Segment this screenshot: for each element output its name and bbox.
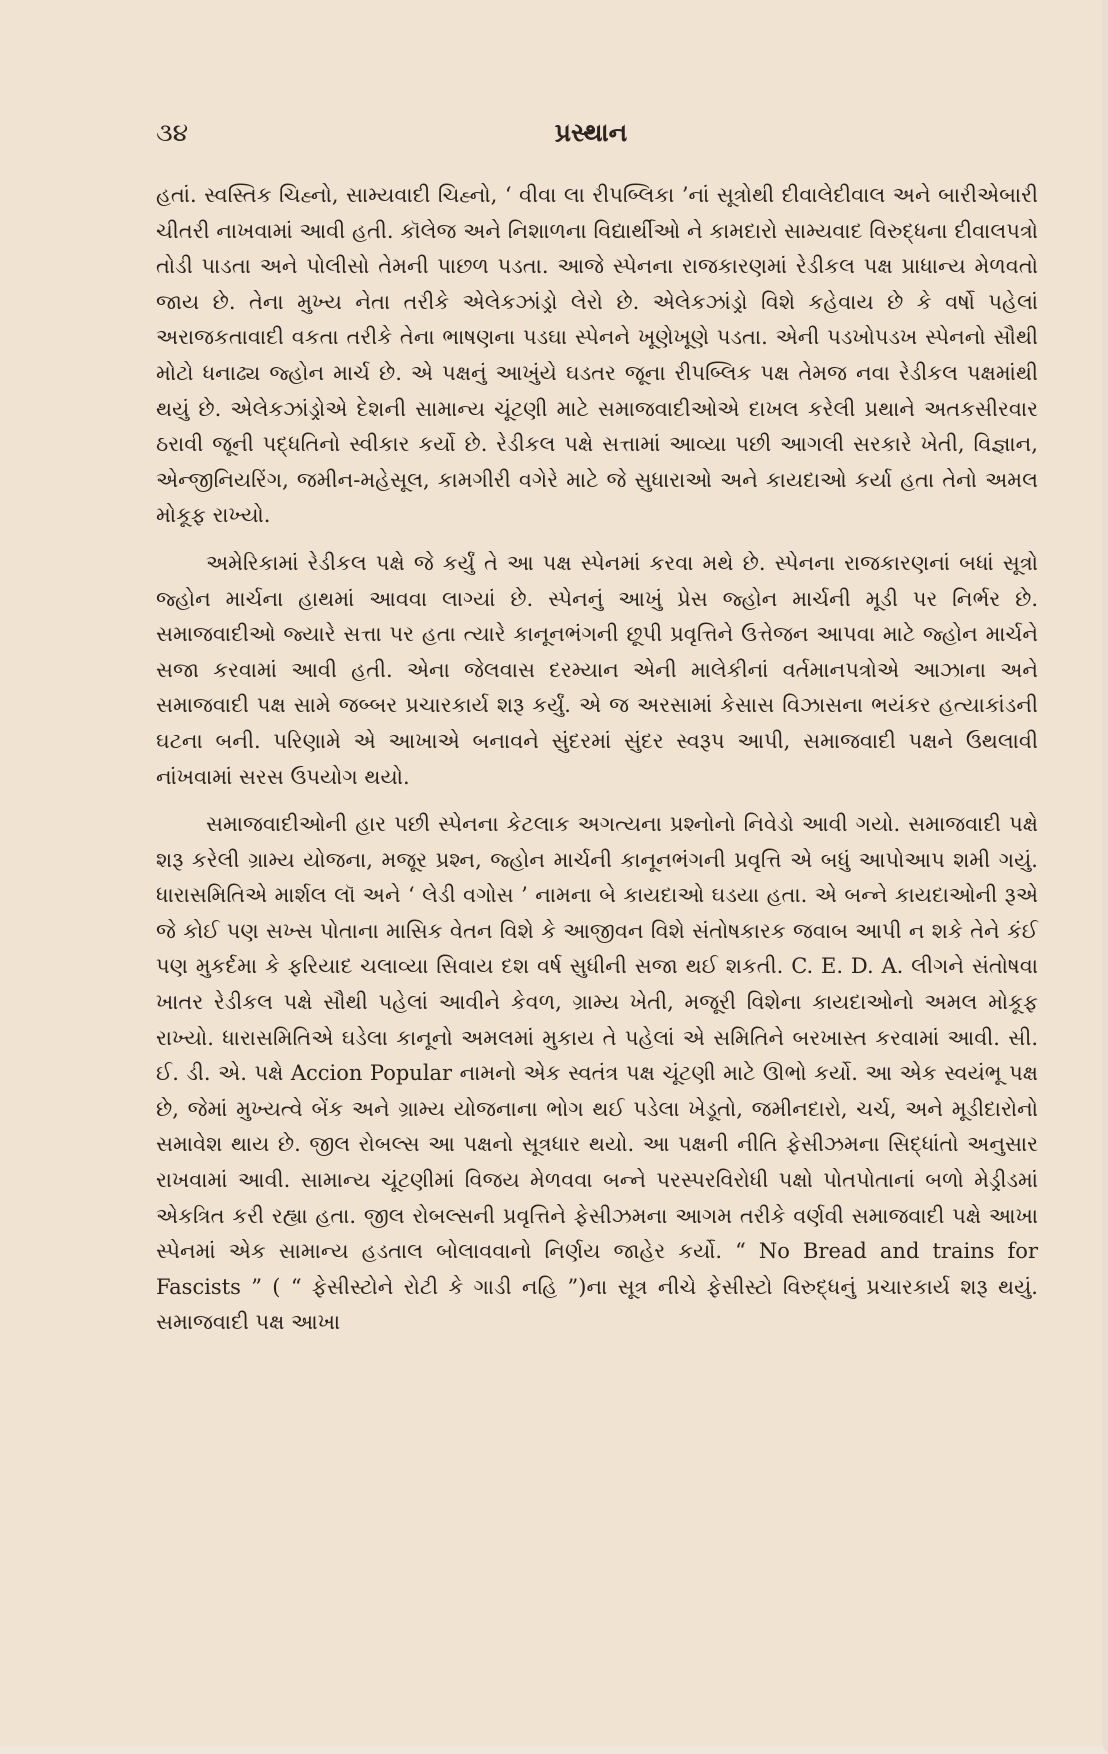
page-header xyxy=(156,118,1026,158)
running-title: પ્રસ્થાન xyxy=(554,118,628,147)
paragraph: હતાં. સ્વસ્તિક ચિહ્નો, સામ્યવાદી ચિહ્નો, ‘ વીવા લા રીપબ્લિકા ’નાં સૂત્રોથી દીવાલેદીવાલ અને બારીએબારી ચીતરી નાખવામાં આવી હતી. કૉલેજ અને નિશાળના વિદ્યાર્થીઓ ને કામદારો સામ્યવાદ વિરુદ્ધના દીવાલપત્રો તોડી પાડતા અને પોલીસો તેમની પાછળ પડતા. આજે સ્પેનના રાજકારણમાં રેડીકલ પક્ષ પ્રાધાન્ય મેળવતો જાય છે. તેના મુખ્ય નેતા તરીકે એલેકઝાંડ્રો લેરો છે. એલેકઝાંડ્રો વિશે કહેવાય છે કે વર્ષો પહેલાં અરાજકતાવાદી વકતા તરીકે તેના ભાષણના પડઘા સ્પેનને ખૂણેખૂણે પડતા. એની પડખોપડખ સ્પેનનો સૌથી મોટો ધનાઢ્ય જ્હોન માર્ચ છે. એ પક્ષનું આખુંયે ઘડતર જૂના રીપબ્લિક પક્ષ તેમજ નવા રેડીકલ પક્ષમાંથી થયું છે. એલેકઝાંડ્રોએ દેશની સામાન્ય ચૂંટણી માટે સમાજવાદીઓએ દાખલ કરેલી પ્રથાને અતકસીરવાર ઠરાવી જૂની પદ્ધતિનો સ્વીકાર કર્યો છે. રેડીકલ પક્ષે સત્તામાં આવ્યા પછી આગલી સરકારે ખેતી, વિજ્ઞાન, એન્જીનિયરિંગ, જમીન-મહેસૂલ, કામગીરી વગેરે માટે જે સુધારાઓ અને કાયદાઓ કર્યા હતા તેનો અમલ મોકૂફ રાખ્યો. xyxy=(156,183,1038,528)
page-number: ૩૪ xyxy=(156,118,189,147)
body-text xyxy=(156,178,1038,1341)
paragraph: સમાજવાદીઓની હાર પછી સ્પેનના કેટલાક અગત્યના પ્રશ્નોનો નિવેડો આવી ગયો. સમાજવાદી પક્ષે શરૂ કરેલી ગ્રામ્ય યોજના, મજૂર પ્રશ્ન, જ્હોન માર્ચની કાનૂનભંગની પ્રવૃત્તિ એ બધું આપોઆપ શમી ગયું. ધારાસમિતિએ માર્શલ લૉ અને ‘ લેડી વગોસ ’ નામના બે કાયદાઓ ઘડયા હતા. એ બન્ને કાયદાઓની રૂએ જે કોઈ પણ સખ્સ પોતાના માસિક વેતન વિશે કે આજીવન વિશે સંતોષકારક જવાબ આપી ન શકે તેને કંઈ પણ મુકર્દમા કે ફરિયાદ ચલાવ્યા સિવાય દશ વર્ષ સુધીની સજા થઈ શકતી. C. E. D. A. લીગને સંતોષવા ખાતર રેડીકલ પક્ષે સૌથી પહેલાં આવીને કેવળ, ગ્રામ્ય ખેતી, મજૂરી વિશેના કાયદાઓનો અમલ મોકૂફ રાખ્યો. ધારાસમિતિએ ઘડેલા કાનૂનો અમલમાં મુકાય તે પહેલાં એ સમિતિને બરખાસ્ત કરવામાં આવી. સી. ઈ. ડી. એ. પક્ષે Accion Popular નામનો એક સ્વતંત્ર પક્ષ ચૂંટણી માટે ઊભો કર્યો. આ એક સ્વયંભૂ પક્ષ છે, જેમાં મુખ્યત્વે બેંક અને ગ્રામ્ય યોજનાના ભોગ થઈ પડેલા ખેડૂતો, જમીનદારો, ચર્ચ, અને મૂડીદારોનો સમાવેશ થાય છે. જીલ રોબલ્સ આ પક્ષનો સૂત્રધાર થયો. આ પક્ષની નીતિ ફેસીઝમના સિદ્ધાંતો અનુસાર રાખવામાં આવી. સામાન્ય ચૂંટણીમાં વિજય મેળવવા બન્ને પરસ્પરવિરોધી પક્ષો પોતપોતાનાં બળો મેડ્રીડમાં એકત્રિત કરી રહ્યા હતા. જીલ રોબલ્સની પ્રવૃત્તિને ફેસીઝમના આગમ તરીકે વર્ણવી સમાજવાદી પક્ષે આખા સ્પેનમાં એક સામાન્ય હડતાલ બોલાવવાનો નિર્ણય જાહેર કર્યો. “ No Bread and trains for Fascists ” ( “ ફેસીસ્ટોને રોટી કે ગાડી નહિ ”)ના સૂત્ર નીચે ફેસીસ્ટો વિરુદ્ધનું પ્રચારકાર્ય શરૂ થયું. સમાજવાદી પક્ષ આખા xyxy=(156,812,1038,1335)
paragraph: અમેરિકામાં રેડીકલ પક્ષે જે કર્યું તે આ પક્ષ સ્પેનમાં કરવા મથે છે. સ્પેનના રાજકારણનાં બધાં સૂત્રો જ્હોન માર્ચના હાથમાં આવવા લાગ્યાં છે. સ્પેનનું આખું પ્રેસ જ્હોન માર્ચની મૂડી પર નિર્ભર છે. સમાજવાદીઓ જ્યારે સત્તા પર હતા ત્યારે કાનૂનભંગની છૂપી પ્રવૃત્તિને ઉત્તેજન આપવા માટે જ્હોન માર્ચને સજા કરવામાં આવી હતી. એના જેલવાસ દરમ્યાન એની માલેકીનાં વર્તમાનપત્રોએ આઝાના અને સમાજવાદી પક્ષ સામે જબ્બર પ્રચારકાર્ય શરૂ કર્યું. એ જ અરસામાં કેસાસ વિઝાસના ભયંકર હત્યાકાંડની ઘટના બની. પરિણામે એ આખાએ બનાવને સુંદરમાં સુંદર સ્વરૂપ આપી, સમાજવાદી પક્ષને ઉથલાવી નાંખવામાં સરસ ઉપયોગ થયો. xyxy=(156,550,1038,789)
